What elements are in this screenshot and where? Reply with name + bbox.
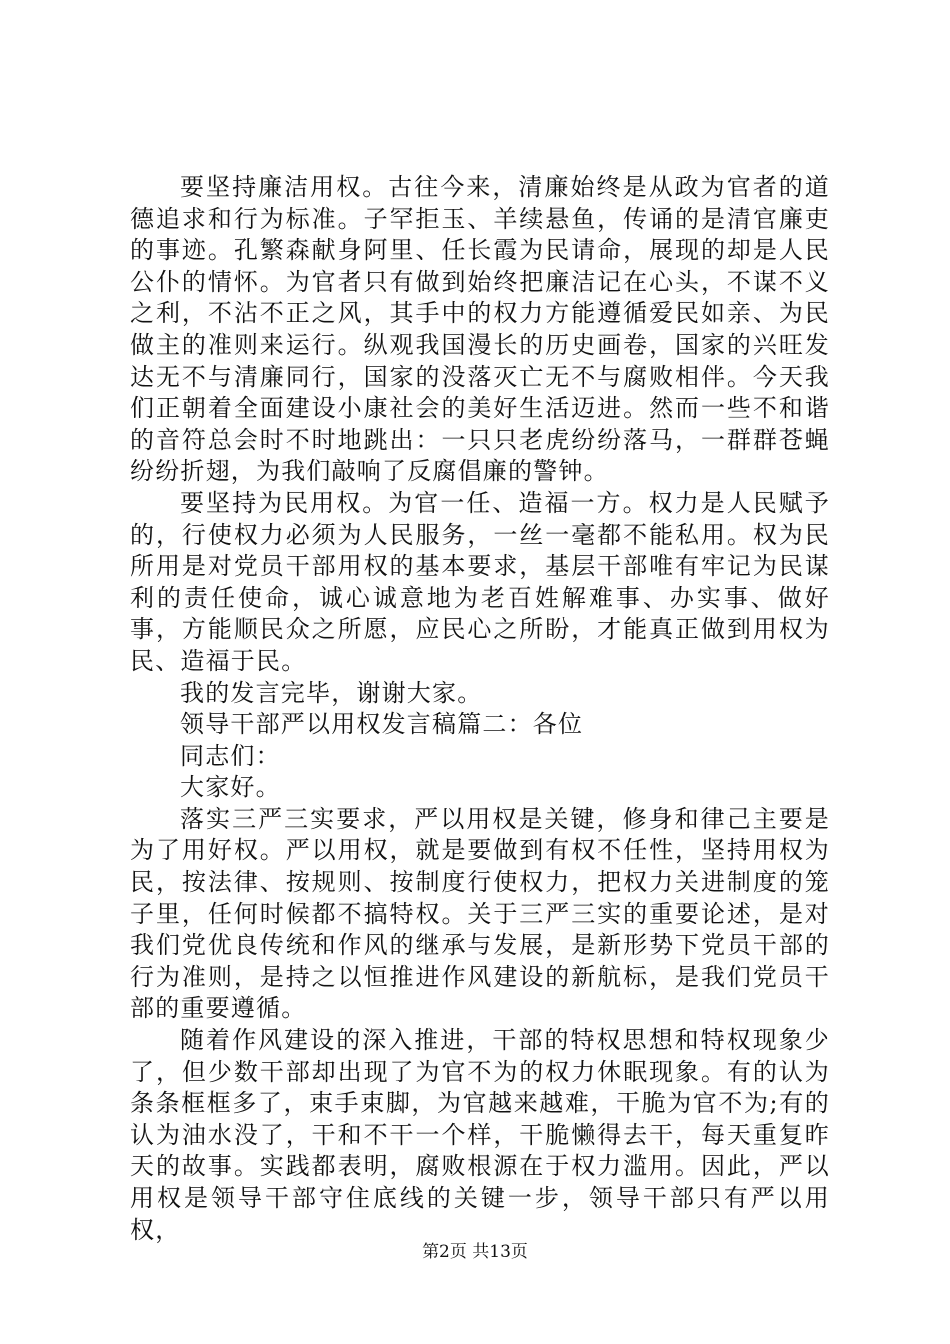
paragraph-power-dormancy: 随着作风建设的深入推进，干部的特权思想和特权现象少了，但少数干部却出现了为官不为的权力休眠现象。有的认为条条框框多了，束手束脚，为官越来越难，干脆为官不为;有的认为油水没了，干和不干一个样，干脆懒得去干，每天重复昨天的故事。实践都表明，腐败根源在于权力滥用。因此，严以用权是领导干部守住底线的关键一步，领导干部只有严以用权， [130,1026,830,1244]
paragraph-speech-two-heading: 领导干部严以用权发言稿篇二：各位 [180,710,584,739]
paragraph-clean-power: 要坚持廉洁用权。古往今来，清廉始终是从政为官者的道德追求和行为标准。子罕拒玉、羊续悬鱼，传诵的是清官廉吏的事迹。孔繁森献身阿里、任长霞为民请命，展现的却是人民公仆的情怀。为官者只有做到始终把廉洁记在心头，不谋不义之利，不沾不正之风，其手中的权力方能遵循爱民如亲、为民做主的准则来运行。纵观我国漫长的历史画卷，国家的兴旺发达无不与清廉同行，国家的没落灭亡无不与腐败相伴。今天我们正朝着全面建设小康社会的美好生活迈进。然而一些不和谐的音符总会时不时地跳出：一只只老虎纷纷落马，一群群苍蝇纷纷折翅，为我们敲响了反腐倡廉的警钟。 [130,173,830,486]
paragraph-salutation: 同志们： [180,741,281,770]
document-body [130,172,830,1246]
page-number-footer: 第2页 共13页 [422,1242,528,1262]
paragraph-power-for-people: 要坚持为民用权。为官一任、造福一方。权力是人民赋予的，行使权力必须为人民服务，一丝一毫都不能私用。权为民所用是对党员干部用权的基本要求，基层干部唯有牢记为民谋利的责任使命，诚心诚意地为老百姓解难事、办实事、做好事，方能顺民众之所愿，应民心之所盼，才能真正做到用权为民、造福于民。 [130,488,830,675]
paragraph-three-stricts: 落实三严三实要求，严以用权是关键，修身和律己主要是为了用好权。严以用权，就是要做到有权不任性，坚持用权为民，按法律、按规则、按制度行使权力，把权力关进制度的笼子里，任何时候都不搞特权。关于三严三实的重要论述，是对我们党优良传统和作风的继承与发展，是新形势下党员干部的行为准则，是持之以恒推进作风建设的新航标，是我们党员干部的重要遵循。 [130,804,830,1023]
paragraph-closing-thanks: 我的发言完毕，谢谢大家。 [180,678,483,707]
paragraph-greeting: 大家好。 [180,773,281,802]
